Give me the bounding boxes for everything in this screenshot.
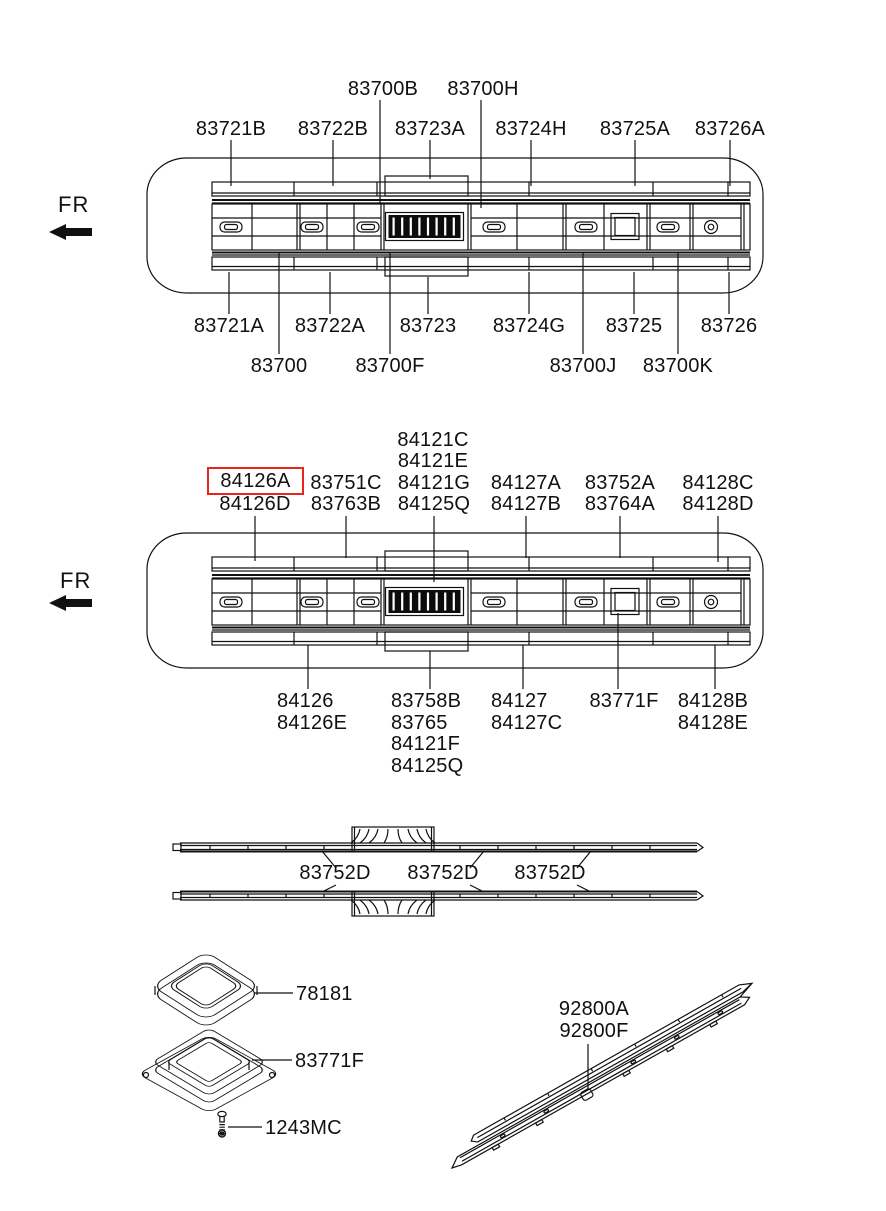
part-number-label[interactable]: 83763B [310, 493, 382, 515]
part-number-label[interactable]: 83721A [193, 315, 265, 337]
part-number-label[interactable]: 83771F [589, 690, 659, 712]
part-number-label[interactable]: 84126E [277, 712, 348, 734]
sunroof-seal-drawing [152, 952, 293, 1029]
part-number-label[interactable]: 1243MC [265, 1117, 342, 1139]
part-number-label[interactable]: 84121F [391, 733, 461, 755]
fr-direction-label: FR [58, 192, 90, 217]
part-number-label[interactable]: 83726 [700, 315, 758, 337]
part-number-label[interactable]: 84126 [277, 690, 334, 712]
fr-arrow-2 [49, 595, 92, 611]
diagram2-leader-lines [255, 516, 718, 689]
part-number-label[interactable]: 83700F [355, 355, 425, 377]
part-number-label[interactable]: 84125Q [397, 493, 471, 515]
part-number-label[interactable]: 84121G [397, 472, 471, 494]
part-number-label[interactable]: 83723A [394, 118, 466, 140]
part-number-label[interactable]: 83721B [195, 118, 267, 140]
highlighted-part-box[interactable] [207, 467, 304, 495]
part-number-label[interactable]: 83758B [391, 690, 462, 712]
part-number-label[interactable]: 84128B [677, 690, 749, 712]
part-number-label[interactable]: 92800A [558, 998, 630, 1020]
roof-diagram-2 [147, 533, 763, 668]
part-number-label[interactable]: 83700J [549, 355, 617, 377]
part-number-label[interactable]: 83722B [297, 118, 369, 140]
part-number-label[interactable]: 84127C [491, 712, 563, 734]
fr-direction-label: FR [60, 568, 92, 593]
part-number-label[interactable]: 83752D [299, 862, 371, 884]
part-number-label[interactable]: 83764A [584, 493, 656, 515]
part-number-label[interactable]: 83752D [407, 862, 479, 884]
part-number-label[interactable]: 78181 [296, 983, 353, 1005]
part-number-label[interactable]: 83700 [250, 355, 308, 377]
part-number-label[interactable]: 83700K [642, 355, 714, 377]
part-number-label[interactable]: 83700H [447, 78, 519, 100]
part-number-label[interactable]: 83752A [584, 472, 656, 494]
screw-drawing [218, 1111, 262, 1137]
part-number-label[interactable]: 83722A [294, 315, 366, 337]
part-number-label[interactable]: 84128D [682, 493, 754, 515]
part-number-label[interactable]: 83724H [495, 118, 567, 140]
part-number-label[interactable]: 92800F [559, 1020, 629, 1042]
part-number-label[interactable]: 83723 [399, 315, 457, 337]
part-number-label[interactable]: 83751C [310, 472, 382, 494]
part-number-label[interactable]: 83726A [694, 118, 766, 140]
part-number-label[interactable]: 84125Q [391, 755, 464, 777]
part-number-label[interactable]: 83724G [492, 315, 566, 337]
part-number-label[interactable]: 83700B [347, 78, 419, 100]
part-number-label[interactable]: 83752D [514, 862, 586, 884]
roof-diagram-1 [147, 158, 763, 293]
part-number-label-highlighted[interactable]: 84126A [220, 469, 291, 492]
part-number-label[interactable]: 84128E [677, 712, 749, 734]
sunroof-cover-drawing [138, 1028, 292, 1113]
part-number-label[interactable]: 84126D [219, 493, 291, 515]
part-number-label[interactable]: 84127A [490, 472, 562, 494]
part-number-label[interactable]: 84121C [397, 429, 469, 451]
part-number-label[interactable]: 84127B [490, 493, 562, 515]
part-number-label[interactable]: 83771F [295, 1050, 365, 1072]
fr-arrow-1 [49, 224, 92, 240]
part-number-label[interactable]: 83725A [599, 118, 671, 140]
part-number-label[interactable]: 83765 [391, 712, 448, 734]
part-number-label[interactable]: 84127 [491, 690, 548, 712]
part-number-label[interactable]: 84121E [397, 450, 469, 472]
part-number-label[interactable]: 83725 [605, 315, 663, 337]
part-number-label[interactable]: 84128C [682, 472, 754, 494]
